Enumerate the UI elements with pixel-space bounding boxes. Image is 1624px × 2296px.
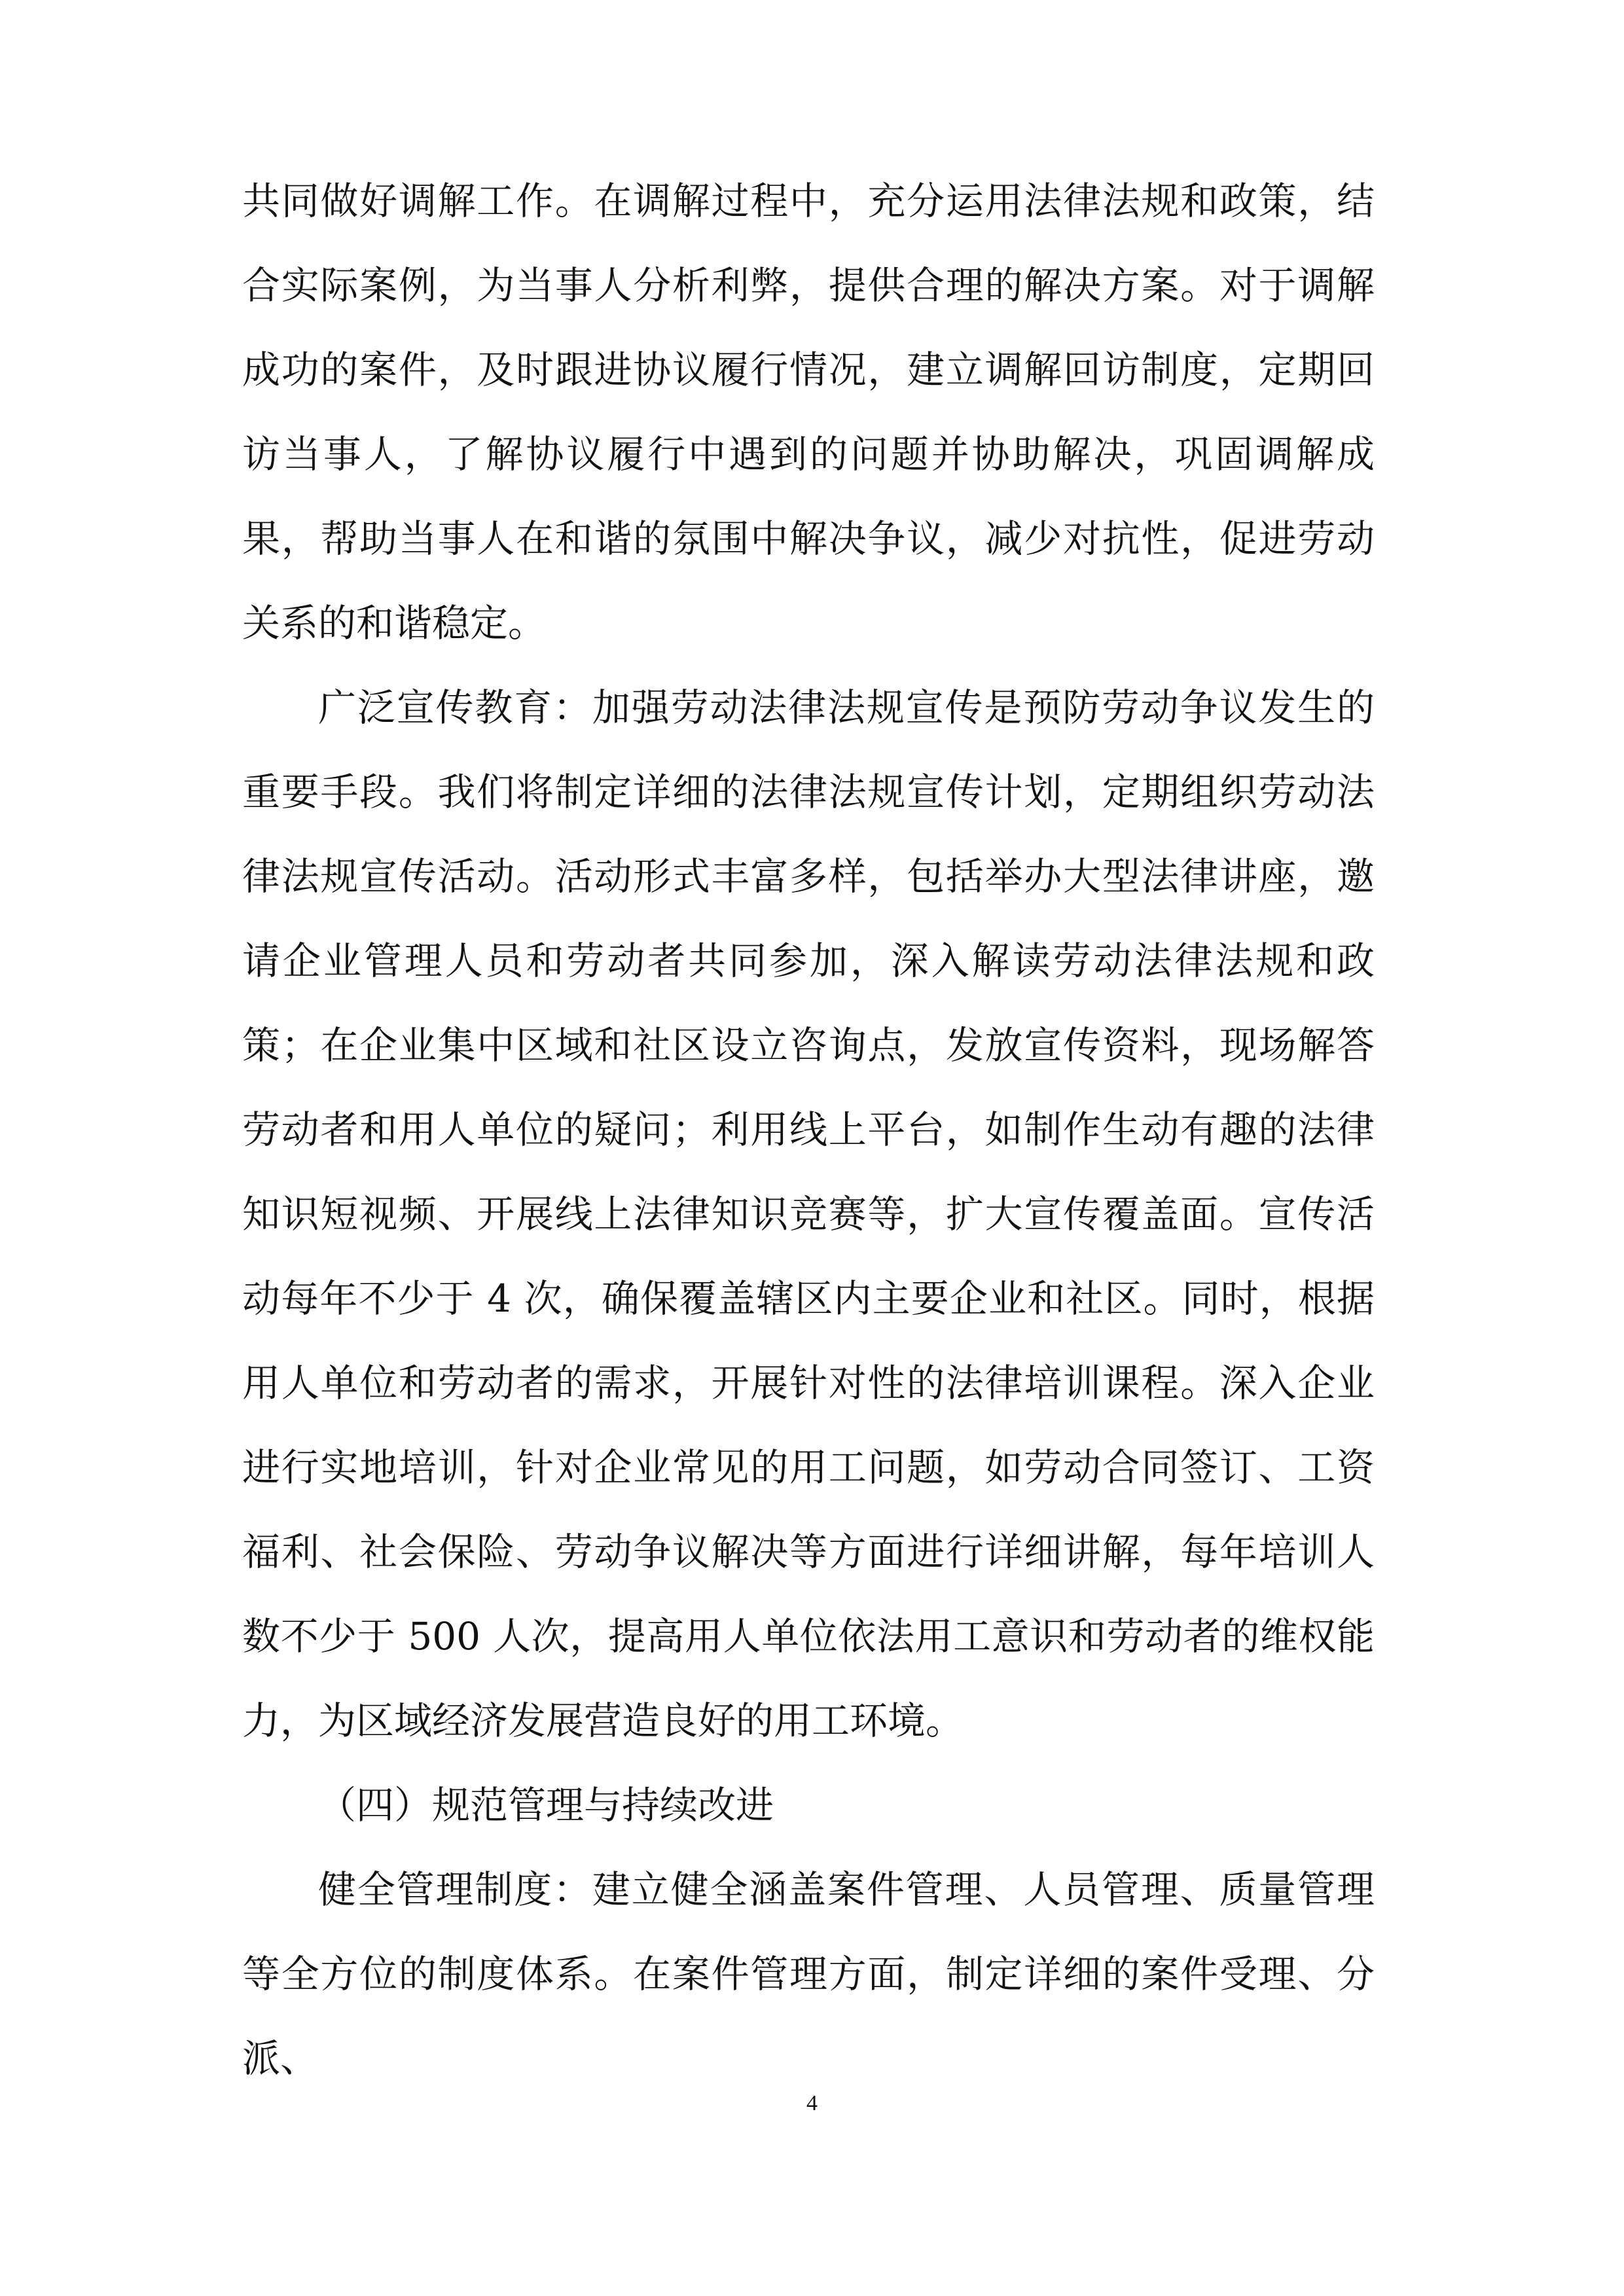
paragraph-publicity: [242, 666, 1375, 1763]
section-heading: [318, 1763, 1375, 1848]
section-heading-text: （四）规范管理与持续改进: [318, 1783, 774, 1827]
paragraph-4: 健全管理制度：建立健全涵盖案件管理、人员管理、质量管理等全方位的制度体系。在案件管理方面，制定详细的案件受理、分派、: [242, 1867, 1375, 2081]
paragraph-continuation: [242, 159, 1375, 666]
paragraph-1: 共同做好调解工作。在调解过程中，充分运用法律法规和政策，结合实际案例，为当事人分析利弊，提供合理的解决方案。对于调解成功的案件，及时跟进协议履行情况，建立调解回访制度，定期回访当事人，了解协议履行中遇到的问题并协助解决，巩固调解成果，帮助当事人在和谐的氛围中解决争议，减少对抗性，促进劳动关系的和谐稳定。: [242, 179, 1375, 645]
paragraph-management: [242, 1848, 1375, 2101]
page-number: 4: [806, 2091, 818, 2115]
paragraph-2: 广泛宣传教育：加强劳动法律法规宣传是预防劳动争议发生的重要手段。我们将制定详细的法律法规宣传计划，定期组织劳动法律法规宣传活动。活动形式丰富多样，包括举办大型法律讲座，邀请企业管理人员和劳动者共同参加，深入解读劳动法律法规和政策；在企业集中区域和社区设立咨询点，发放宣传资料，现场解答劳动者和用人单位的疑问；利用线上平台，如制作生动有趣的法律知识短视频、开展线上法律知识竞赛等，扩大宣传覆盖面。宣传活动每年不少于 4 次，确保覆盖辖区内主要企业和社区。同时，根据用人单位和劳动者的需求，开展针对性的法律培训课程。深入企业进行实地培训，针对企业常见的用工问题，如劳动合同签订、工资福利、社会保险、劳动争议解决等方面进行详细讲解，每年培训人数不少于 500 人次，提高用人单位依法用工意识和劳动者的维权能力，为区域经济发展营造良好的用工环境。: [242, 685, 1375, 1743]
